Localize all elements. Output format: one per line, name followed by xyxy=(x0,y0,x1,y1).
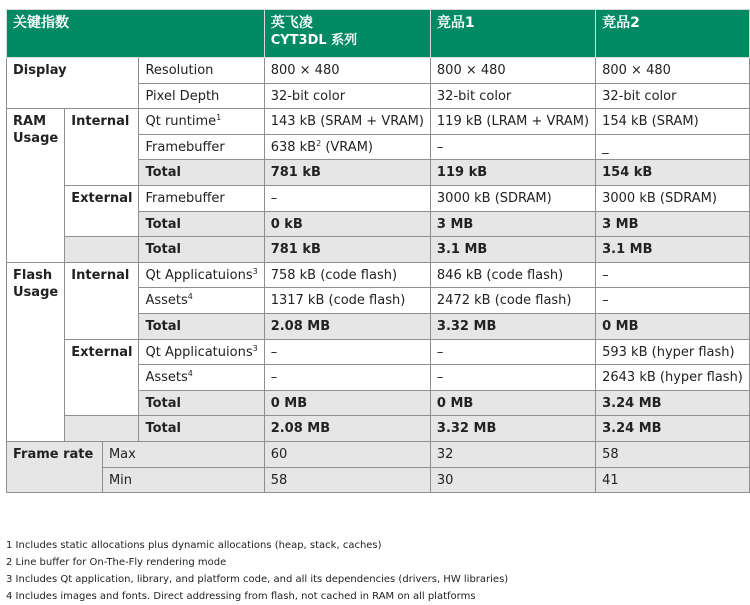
cell-value: 3.32 MB xyxy=(430,313,595,339)
cell-value: _ xyxy=(596,134,750,160)
cell-value: 32-bit color xyxy=(430,83,595,109)
cell-value: 593 kB (hyper flash) xyxy=(596,339,750,365)
cell-value: – xyxy=(596,262,750,288)
cell-value: 800 × 480 xyxy=(596,58,750,84)
empty-cell xyxy=(65,237,139,263)
cell-value: – xyxy=(264,185,430,211)
row-label-total: Total xyxy=(139,211,264,237)
footnote-ref: 4 xyxy=(187,292,193,302)
cell-value: 32 xyxy=(430,441,595,467)
cell-value: – xyxy=(264,365,430,391)
table-row xyxy=(7,262,750,288)
cell-value: 2.08 MB xyxy=(264,313,430,339)
row-label-text: Qt Applicatuions xyxy=(145,344,253,360)
cell-value: 32-bit color xyxy=(264,83,430,109)
table-row xyxy=(7,339,750,365)
cell-value: 3.24 MB xyxy=(596,390,750,416)
footnote: 1 Includes static allocations plus dynamic allocations (heap, stack, caches) xyxy=(6,540,382,551)
cell-value: 2643 kB (hyper flash) xyxy=(596,365,750,391)
cell-value: 3.1 MB xyxy=(596,237,750,263)
footnote-ref: 1 xyxy=(216,113,222,123)
section-flash-usage: Flash Usage xyxy=(7,262,65,441)
cell-value: 154 kB (SRAM) xyxy=(596,109,750,135)
footnote-ref: 3 xyxy=(252,266,258,276)
subsection-flash-external: External xyxy=(65,339,139,416)
cell-value: 758 kB (code flash) xyxy=(264,262,430,288)
table-row xyxy=(7,237,750,263)
footnotes xyxy=(6,537,508,605)
cell-value: 3 MB xyxy=(596,211,750,237)
cell-value: – xyxy=(430,365,595,391)
cell-value-text: 638 kB xyxy=(270,139,317,155)
cell-value: 119 kB xyxy=(430,160,595,186)
subsection-flash-internal: Internal xyxy=(65,262,139,339)
row-label-total: Total xyxy=(139,313,264,339)
cell-value: 58 xyxy=(596,441,750,467)
row-label xyxy=(139,365,264,391)
cell-value: 800 × 480 xyxy=(430,58,595,84)
cell-value: – xyxy=(264,339,430,365)
cell-value: 119 kB (LRAM + VRAM) xyxy=(430,109,595,135)
cell-value: 60 xyxy=(264,441,430,467)
cell-value: 3.1 MB xyxy=(430,237,595,263)
cell-value xyxy=(264,134,430,160)
header-col-competitor-1: 竞品1 xyxy=(430,10,595,58)
table-row xyxy=(7,441,750,467)
cell-value: 846 kB (code flash) xyxy=(430,262,595,288)
row-label: Max xyxy=(102,441,264,467)
table-row xyxy=(7,185,750,211)
cell-value: 2472 kB (code flash) xyxy=(430,288,595,314)
cell-value: 3.24 MB xyxy=(596,416,750,442)
cell-value: 3000 kB (SDRAM) xyxy=(596,185,750,211)
row-label xyxy=(139,339,264,365)
cell-value: – xyxy=(430,339,595,365)
row-label-text: Qt Applicatuions xyxy=(145,267,253,283)
row-label-text: Qt runtime xyxy=(145,114,217,130)
header-key-metrics: 关键指数 xyxy=(7,10,265,58)
header-col-competitor-2: 竞品2 xyxy=(596,10,750,58)
section-frame-rate: Frame rate xyxy=(7,441,103,492)
row-label: Min xyxy=(102,467,264,493)
cell-value: 30 xyxy=(430,467,595,493)
cell-value: 3.32 MB xyxy=(430,416,595,442)
empty-cell xyxy=(65,416,139,442)
row-label: Resolution xyxy=(139,58,264,84)
row-label-total: Total xyxy=(139,390,264,416)
row-label-total: Total xyxy=(139,416,264,442)
header-col-infineon-title: 英飞凌 xyxy=(270,15,313,31)
cell-value: 0 MB xyxy=(596,313,750,339)
comparison-table xyxy=(6,9,750,493)
cell-value: 154 kB xyxy=(596,160,750,186)
cell-value: 0 kB xyxy=(264,211,430,237)
row-label-text: Assets xyxy=(145,293,188,309)
cell-value-tail: (VRAM) xyxy=(321,139,373,155)
footnote-ref: 4 xyxy=(187,369,193,379)
cell-value: 781 kB xyxy=(264,160,430,186)
footnote-ref: 3 xyxy=(252,343,258,353)
cell-value: 41 xyxy=(596,467,750,493)
section-ram-usage: RAM Usage xyxy=(7,109,65,263)
cell-value: 0 MB xyxy=(430,390,595,416)
header-col-infineon xyxy=(264,10,430,58)
section-display: Display xyxy=(7,58,139,109)
row-label: Pixel Depth xyxy=(139,83,264,109)
subsection-ram-external: External xyxy=(65,185,139,236)
row-label-text: Assets xyxy=(145,370,188,386)
cell-value: 0 MB xyxy=(264,390,430,416)
footnote: 4 Includes images and fonts. Direct addressing from flash, not cached in RAM on all platforms xyxy=(6,591,476,602)
footnote-ref: 2 xyxy=(316,138,322,148)
table-row xyxy=(7,416,750,442)
cell-value: 3 MB xyxy=(430,211,595,237)
row-label: Framebuffer xyxy=(139,185,264,211)
cell-value: 2.08 MB xyxy=(264,416,430,442)
cell-value: – xyxy=(430,134,595,160)
table-row xyxy=(7,109,750,135)
subsection-ram-internal: Internal xyxy=(65,109,139,186)
header-col-infineon-sub: CYT3DL 系列 xyxy=(270,33,358,48)
cell-value: 3000 kB (SDRAM) xyxy=(430,185,595,211)
row-label xyxy=(139,262,264,288)
row-label: Framebuffer xyxy=(139,134,264,160)
table-row xyxy=(7,58,750,84)
row-label xyxy=(139,109,264,135)
cell-value: – xyxy=(596,288,750,314)
table-row xyxy=(7,467,750,493)
cell-value: 781 kB xyxy=(264,237,430,263)
cell-value: 58 xyxy=(264,467,430,493)
cell-value: 1317 kB (code flash) xyxy=(264,288,430,314)
row-label-total: Total xyxy=(139,160,264,186)
header-row xyxy=(7,10,750,58)
cell-value: 800 × 480 xyxy=(264,58,430,84)
footnote: 3 Includes Qt application, library, and platform code, and all its dependencies (drivers, HW libraries) xyxy=(6,574,509,585)
cell-value: 32-bit color xyxy=(596,83,750,109)
cell-value: 143 kB (SRAM + VRAM) xyxy=(264,109,430,135)
row-label xyxy=(139,288,264,314)
footnote: 2 Line buffer for On-The-Fly rendering mode xyxy=(6,557,227,568)
row-label-total: Total xyxy=(139,237,264,263)
